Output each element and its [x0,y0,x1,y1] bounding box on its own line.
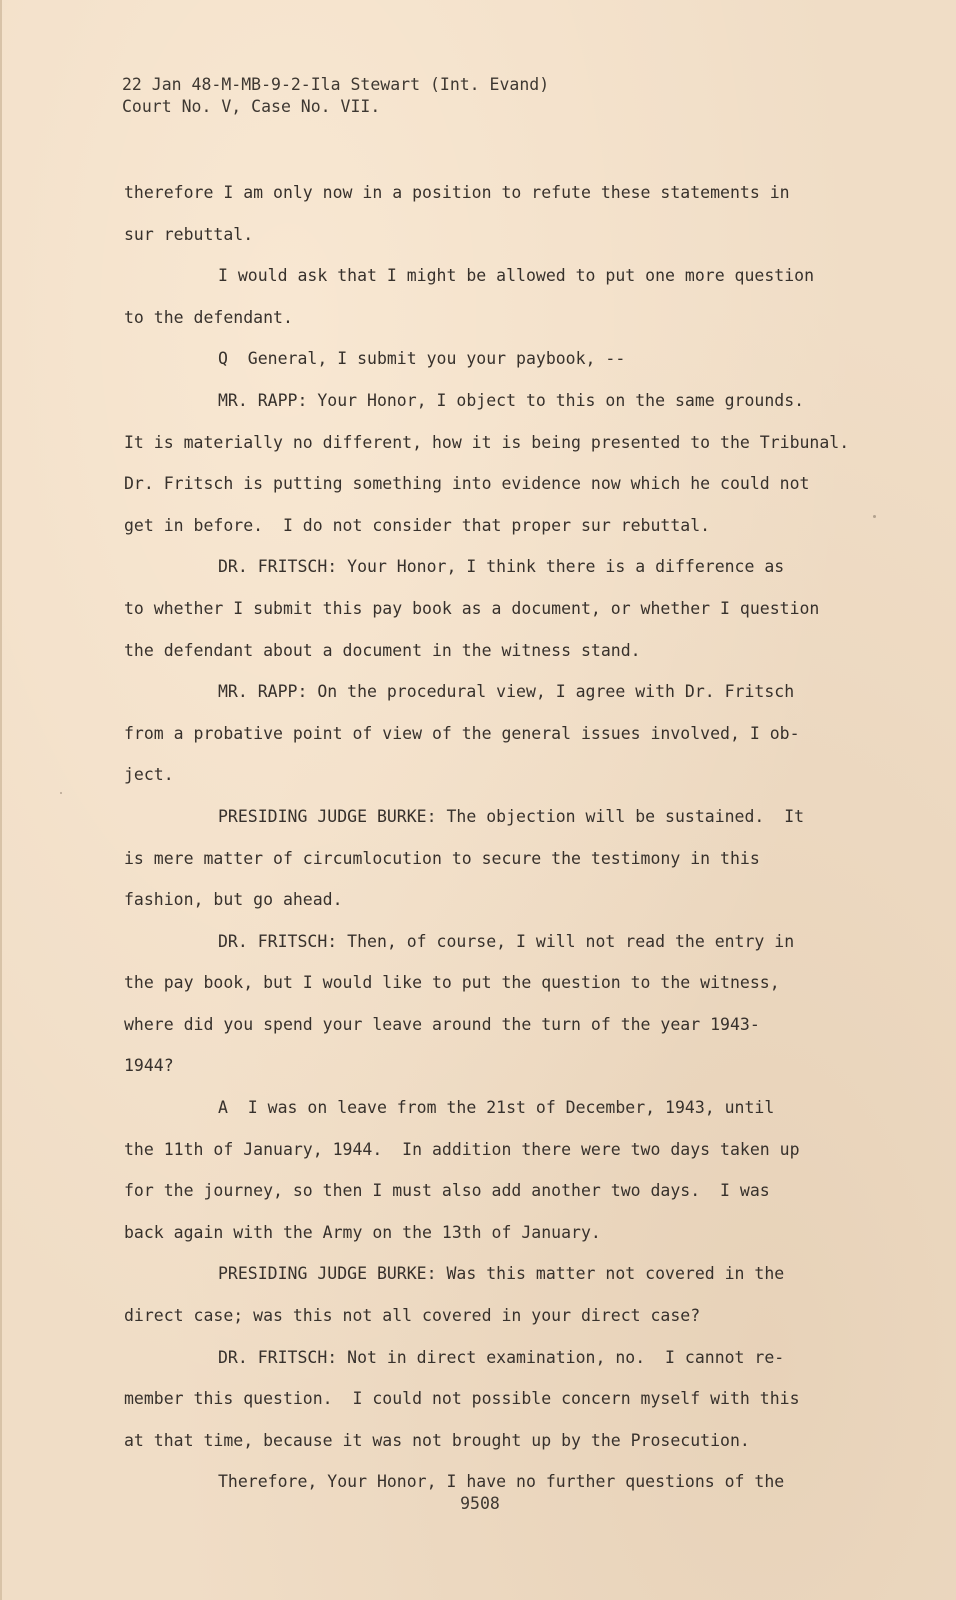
transcript-line: ject. [124,765,174,785]
transcript-line: the pay book, but I would like to put the question to the witness, [124,973,780,993]
transcript-line: DR. FRITSCH: Then, of course, I will not read the entry in [218,931,795,951]
transcript-line: get in before. I do not consider that proper sur rebuttal. [124,515,711,535]
paper-speck [873,515,876,518]
transcript-line: from a probative point of view of the general issues involved, I ob- [124,723,800,743]
transcript-line: member this question. I could not possible concern myself with this [124,1389,800,1409]
header-line-date-reference: 22 Jan 48-M-MB-9-2-Ila Stewart (Int. Evand) [122,75,550,94]
transcript-line: 1944? [124,1056,174,1076]
page-number: 9508 [460,1494,500,1513]
transcript-line: the defendant about a document in the witness stand. [124,640,641,660]
transcript-line: the 11th of January, 1944. In addition there were two days taken up [124,1139,800,1159]
transcript-line: where did you spend your leave around the turn of the year 1943- [124,1014,760,1034]
transcript-line: is mere matter of circumlocution to secure the testimony in this [124,848,760,868]
paper-speck [60,792,62,794]
transcript-line: sur rebuttal. [124,224,254,244]
transcript-line: Dr. Fritsch is putting something into evidence now which he could not [124,474,810,494]
transcript-line: direct case; was this not all covered in your direct case? [124,1306,701,1326]
transcript-line: for the journey, so then I must also add another two days. I was [124,1181,770,1201]
transcript-line: Therefore, Your Honor, I have no further questions of the [218,1472,785,1492]
transcript-line: to the defendant. [124,307,293,327]
transcript-line: PRESIDING JUDGE BURKE: The objection will be sustained. It [218,806,805,826]
transcript-line: I would ask that I might be allowed to put one more question [218,266,815,286]
header-line-court-case: Court No. V, Case No. VII. [122,97,381,116]
transcript-line: PRESIDING JUDGE BURKE: Was this matter not covered in the [218,1264,785,1284]
transcript-line: DR. FRITSCH: Not in direct examination, no. I cannot re- [218,1347,785,1367]
transcript-line: Q General, I submit you your paybook, -- [218,349,626,369]
transcript-line: MR. RAPP: On the procedural view, I agree with Dr. Fritsch [218,682,795,702]
transcript-line: It is materially no different, how it is being presented to the Tribunal. [124,432,850,452]
document-header [122,74,549,118]
transcript-line: MR. RAPP: Your Honor, I object to this on the same grounds. [218,390,805,410]
transcript-line: back again with the Army on the 13th of January. [124,1222,601,1242]
transcript-line: at that time, because it was not brought up by the Prosecution. [124,1430,750,1450]
transcript-line: A I was on leave from the 21st of December, 1943, until [218,1098,775,1118]
transcript-line: DR. FRITSCH: Your Honor, I think there is a difference as [218,557,785,577]
transcript-line: to whether I submit this pay book as a document, or whether I question [124,598,820,618]
transcript-line: fashion, but go ahead. [124,890,343,910]
transcript-body [124,172,884,1503]
transcript-line: therefore I am only now in a position to refute these statements in [124,183,790,202]
